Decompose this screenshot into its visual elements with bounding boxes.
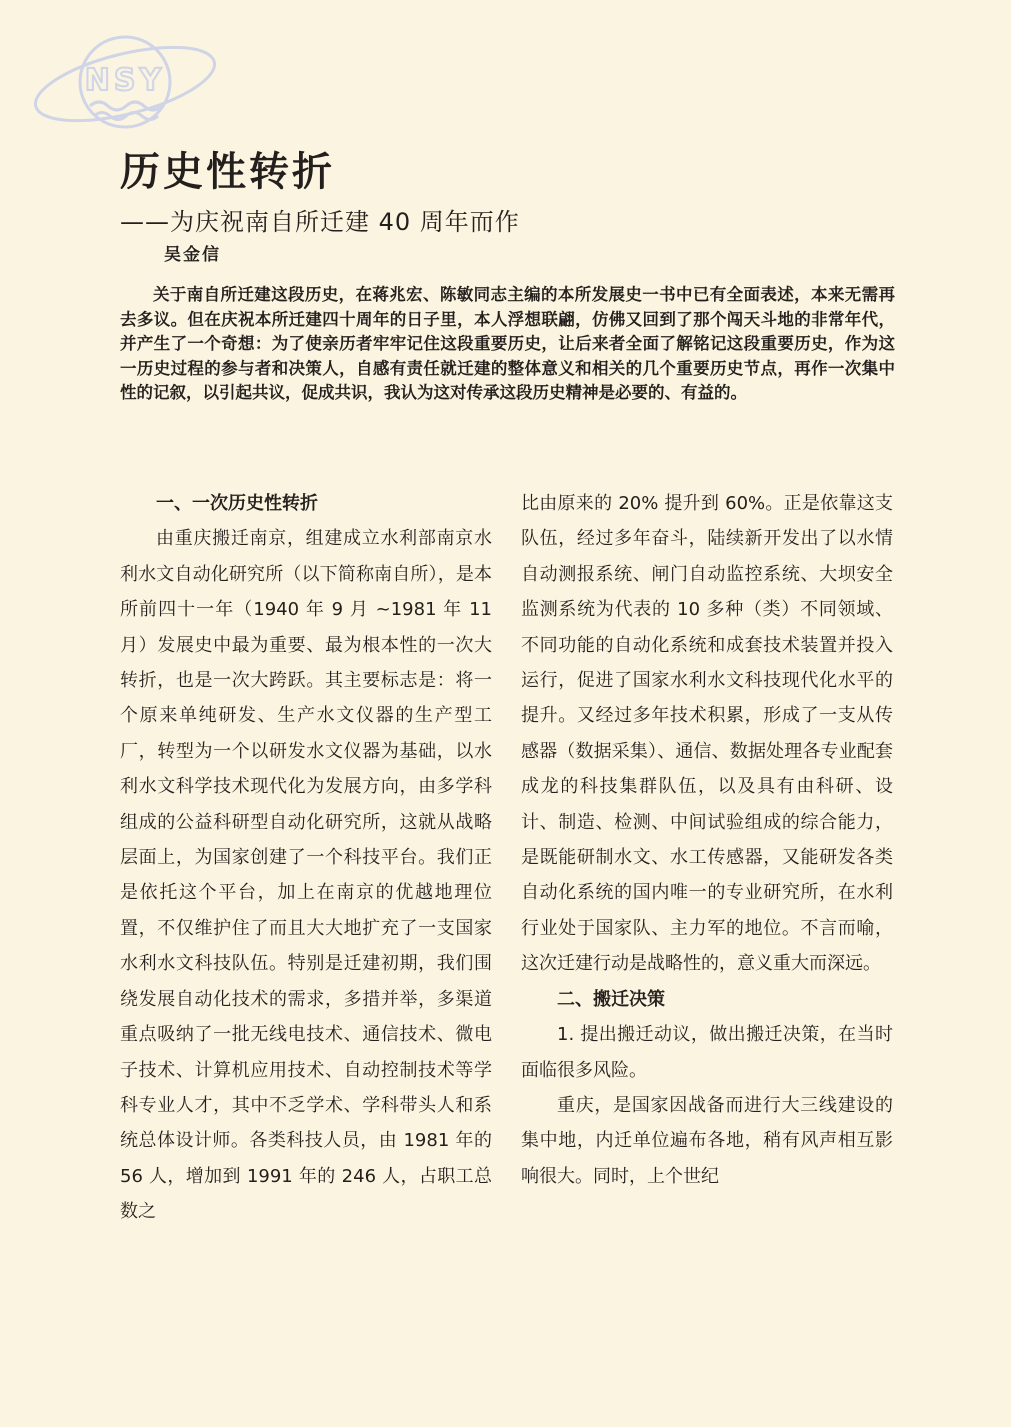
right-column bbox=[521, 486, 893, 1194]
left-column bbox=[120, 486, 492, 1230]
wave-icon bbox=[90, 102, 162, 110]
body-paragraph-continued: 比由原来的 20% 提升到 60%。正是依靠这支队伍，经过多年奋斗，陆续新开发出了以水情自动测报系统、闸门自动监控系统、大坝安全监测系统为代表的 10 多种（类）不同领域、不同功能的自动化系统和成套技术装置并投入运行，促进了国家水利水文科技现代化水平的提升。又经过多年技术积累，形成了一支从传感器（数据采集）、通信、数据处理各专业配套成龙的科技集群队伍，以及具有由科研、设计、制造、检测、中间试验组成的综合能力，是既能研制水文、水工传感器，又能研发各类自动化系统的国内唯一的专业研究所，在水利行业处于国家队、主力军的地位。不言而喻，这次迁建行动是战略性的，意义重大而深远。 bbox=[521, 493, 893, 975]
article-abstract: 关于南自所迁建这段历史，在蒋兆宏、陈敏同志主编的本所发展史一书中已有全面表述，本来无需再去多议。但在庆祝本所迁建四十周年的日子里，本人浮想联翩，仿佛又回到了那个闯天斗地的非常年代，并产生了一个奇想：为了使亲历者牢牢记住这段重要历史，让后来者全面了解铭记这段重要历史，作为这一历史过程的参与者和决策人，自感有责任就迁建的整体意义和相关的几个重要历史节点，再作一次集中性的记叙，以引起共议，促成共识，我认为这对传承这段历史精神是必要的、有益的。 bbox=[120, 285, 895, 402]
article-title: 历史性转折 bbox=[120, 148, 335, 195]
article-subtitle: ——为庆祝南自所迁建 40 周年而作 bbox=[120, 208, 520, 236]
body-paragraph: 1. 提出搬迁动议，做出搬迁决策，在当时面临很多风险。 bbox=[521, 1024, 893, 1081]
section-heading-2: 二、搬迁决策 bbox=[557, 988, 665, 1010]
logo-text: NSY bbox=[84, 63, 166, 98]
body-paragraph: 重庆，是国家因战备而进行大三线建设的集中地，内迁单位遍布各地，稍有风声相互影响很大。同时，上个世纪 bbox=[521, 1094, 893, 1187]
section-heading-1: 一、一次历史性转折 bbox=[156, 493, 318, 514]
body-paragraph: 由重庆搬迁南京，组建成立水利部南京水利水文自动化研究所（以下简称南自所），是本所前四十一年（1940 年 9 月 ~1981 年 11 月）发展史中最为重要、最为根本性的一次大转折，也是一次大跨跃。其主要标志是：将一个原来单纯研发、生产水文仪器的生产型工厂，转型为一个以研发水文仪器为基础，以水利水文科学技术现代化为发展方向，由多学科组成的公益科研型自动化研究所，这就从战略层面上，为国家创建了一个科技平台。我们正是依托这个平台，加上在南京的优越地理位置，不仅维护住了而且大大地扩充了一支国家水利水文科技队伍。特别是迁建初期，我们围绕发展自动化技术的需求，多措并举，多渠道重点吸纳了一批无线电技术、通信技术、微电子技术、计算机应用技术、自动控制技术等学科专业人才，其中不乏学术、学科带头人和系统总体设计师。各类科技人员，由 1981 年的 56 人，增加到 1991 年的 246 人，占职工总数之 bbox=[120, 528, 492, 1223]
institute-logo bbox=[30, 22, 220, 137]
article-author: 吴金信 bbox=[164, 245, 221, 265]
